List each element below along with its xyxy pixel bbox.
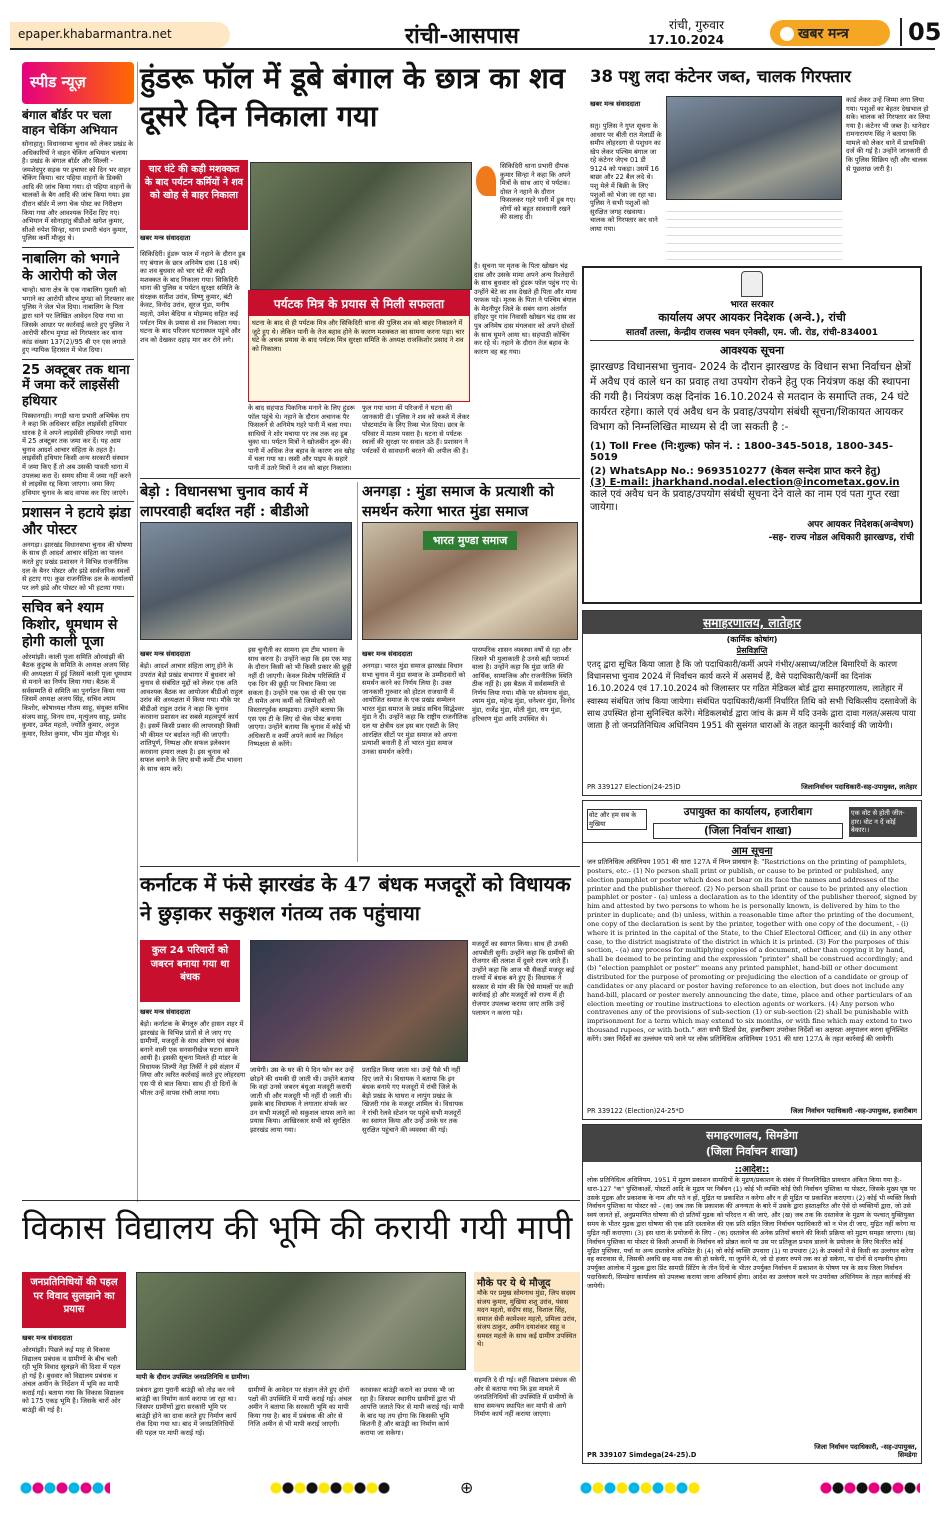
emblem-icon bbox=[741, 271, 763, 297]
vikas-body-3: ग्रामीणों के आवेदन पर संज्ञान लेते हुए दोनों पक्षों की उपस्थिति में मापी कराई गई। अंचल अमीन ने बताया कि सरकारी भूमि का मापी किया गया है। बाद में प्रबंधक की ओर से निजि अमीन से भी मापी कराई जाएगी। bbox=[248, 1386, 352, 1429]
bedo-photo bbox=[140, 522, 352, 640]
section-divider bbox=[140, 478, 580, 479]
vikas-body: ओरमांझी। पिछले कई माह से विकास विद्यालय प्रबंधक व ग्रामीणों के बीच चली रही भूमि विवाद सुलझने की दिशा में पहल हो गई है। बुधवार को विद्यालय प्रबंधक व अंचल अमीन के निर्देशन में भूमि का मापी कराई गई। बताया गया कि विकास विद्यालय को 175 एकड़ भूमि है। जिसके चारों ओर बाउंड्री की गई है। bbox=[22, 1346, 124, 1414]
simdega-order: ::आदेश:: bbox=[734, 1165, 770, 1175]
bedo-body: बेड़ो। आदर्श आचार संहिता लागू होने के उपरांत बेड़ो प्रखंड सभागार में बुधवार को चुनाव से संबंधित मुद्दों को लेकर एक अति आवश्यक बैठक का आयोजन बीडीओ राहुल उरांव की अध्यक्षता में किया गया। मौके पर बीडीओ राहुल उरांव ने कहा कि चुनाव करवाना प्रशासन का सबसे महत्वपूर्ण कार्य है। इसमें किसी प्रकार की लापरवाही किसी भी कीमत पर बर्दाश्त नहीं की जाएगी। शांतिपूर्ण, निष्पक्ष और सफल इलेक्शन करवाना हमारा लक्ष्य है। इस चुनाव को सफल बनाने के लिए सभी कर्मी टीम भावना के साथ काम करें। bbox=[140, 662, 243, 773]
cattle-headline: 38 पशु लदा कंटेनर जब्त, चालक गिरफ्तार bbox=[590, 67, 851, 86]
lead-deck: चार घंटे की कड़ी मशक्कत के बाद पर्यटन कर्मियों ने शव को खोह से बाहर निकाला bbox=[140, 160, 248, 230]
simdega-title: समाहरणालय, सिमडेगा bbox=[583, 1125, 921, 1144]
lead-body-col4: है। सूचना पर मृतक के पिता खोखन चंद्र दास और उसके मामा अपने अन्य रिश्तेदारों के साथ बुधवार को हुंडरू फॉल पहुंच गए थे। उन्होंने बेटे का शव देखते ही पिता और मामा फफक पड़े। मृतक के पिता ने पश्चिम बंगाल के मेदनीपुर जिले के सबंग थाना अंतर्गत हरिहर पुर गांव निवासी खोखन चंद्र दास का पुत्र अनिमेष दास मंगलवार को अपने दोस्तों के साथ घूमने आया था। सहपाठी कोचिंग कर रहे थे। नहाने के दौरान तेज बहाव के कारण वह बह गया। bbox=[474, 262, 578, 356]
brand-logo-icon bbox=[780, 27, 794, 41]
tax-address: सातवाँ तल्ला, केन्द्रीय राजस्व भवन एनेक्सी, एम. जी. रोड, रांची-834001 bbox=[590, 325, 914, 341]
latehar-pr: PR 339127 Election(24-25)D bbox=[587, 783, 681, 792]
latehar-sub: (कार्मिक कोषांग) bbox=[726, 635, 778, 644]
column-divider bbox=[357, 482, 358, 862]
vikas-headline: विकास विद्यालय की भूमि की करायी गयी मापी bbox=[22, 1208, 573, 1247]
cattle-byline: खबर मन्त्र संवाददाता bbox=[590, 100, 641, 108]
left-column bbox=[22, 62, 134, 1462]
hazaribagh-notice-title: आम सूचना bbox=[731, 846, 773, 857]
cmyk-dots-left bbox=[20, 1482, 110, 1494]
news-body: चान्हो। थाना क्षेत्र के एक नाबालिग युवती को भगाने का आरोपी सौरभ मुण्डा को गिरफ्तार कर पुलिस ने जेल भेज दिया। नाबालिग के पिता द्वारा थाने पर लिखित आवेदन दिया गया था जिसके आधार पर कार्रवाई करते हुए पुलिस ने आरोपी सौरभ मुण्डा को गिरफ्तार कर थाना कांड संख्या 137(2)/95 बी एन एस लगाते हुए न्यायिक हिरासत में भेज दिया। bbox=[22, 286, 134, 355]
vikas-body-5: सहमति दे दी गई। वहीं विद्यालय प्रबंधक की ओर से बताया गया कि इस मामले में जनप्रतिनिधियों की उपस्थिति में ग्रामीणों के साथ समन्वय स्थापित कर मापी से आगे निर्माण कार्य नहीं कराया जाएगा। bbox=[474, 1376, 577, 1419]
latehar-body: एतद् द्वारा सूचित किया जाता है कि जो पदाधिकारी/कर्मी अपने गंभीर/असाध्य/जटिल बिमारियों के कारण विधानसभा चुनाव 2024 में निर्वाचन कार्य करने में असमर्थ हैं, वैसे पदाधिकारी/कर्मी का दिनांक 16.10.2024 एवं 17.10.2024 को जिलास्तर पर गठित मेडिकल बोर्ड द्वारा समाहरणालय, लातेहार में स्वास्थ्य संबंधित जांच किया जायेगा। संबंधित पदाधिकारी/कर्मी निर्धारित तिथि को सभी चिकित्सीय दस्तावेजों के साथ उपस्थित होना सुनिश्चित करेंगे। मेडिकलबोर्ड द्वारा जांच के क्रम में यदि उनके द्वारा दावा गलत/असत्य पाया जाता है तो जनप्रतिनिधित्व अधिनियम 1951 की सुसंगत धाराओं के तहत कानूनी कार्रवाई की जायेगी। bbox=[587, 659, 917, 730]
karnataka-byline: खबर मन्त्र संवाददाता bbox=[140, 1008, 191, 1016]
news-title: सचिव बने श्याम किशोर, धूमधाम से होगी काली पूजा bbox=[22, 596, 134, 650]
cattle-body-2: कार्ड लेकर उन्हें जिम्मा लगा लिया गया। पशुओं का बेहतर देखभाल हो सके। चालक को गिरफ्तार कर लिया गया है। कंटेनर भी जब्त है। थानेदार रामनारायण सिंह ने बताया कि मामले को लेकर थाने में प्राथमिकी दर्ज की गई है। उन्होंने जानकारी दी कि पुलिस सिक्रिय रही और चालक से पूछताछ जारी है। bbox=[846, 96, 930, 173]
news-body: सोनाहातु। विधानसभा चुनाव को लेकर प्रखंड के अधिकारियों ने वाहन चेकिंग अभियान चलाया है। प्रखंड के बंगाल बॉर्डर और सिल्ली - जमशेदपुर सड़क पर इचाघर को दिन भर वाहन चेकिंग किया। चार पहिया वाहनों के डिक्की आदि की जांच किया गया। दो पहिया वाहनों के चालकों के बैग आदि की जांच किया गया। इस दौरान बॉर्डर में लगा चेक पोस्ट का निरीक्षण किया गया और आवश्यक निर्देश दिए गए। अभियान में सोनाहातु बीडीओ खगेश कुमार, सीओ रुपेश सिन्हा, थाना प्रभारी चंदन कुमार, पुलिस कर्मी मौजूद थे। bbox=[22, 140, 134, 243]
vikas-byline: खबर मन्त्र संवाददाता bbox=[22, 1334, 73, 1342]
vikas-photo bbox=[136, 1272, 466, 1370]
hazaribagh-right-slogan: एक वोट से होती जीत-हार। वोट न दें कोई बेकार।। bbox=[849, 807, 917, 837]
hazaribagh-notice bbox=[582, 800, 922, 1120]
munda-headline: अनगड़ा : मुंडा समाज के प्रत्याशी को समर्थन करेगा भारत मुंडा समाज bbox=[362, 483, 554, 520]
news-body: पिस्कानगड़ी। नगड़ी थाना प्रभारी अभिषेक राय ने कहा कि अधिकार सहित लाइसेंसी हथियार धारक है वे अपने लाइसेंसी हथियार नगड़ी थाना में 25 अक्टूबर तक जमा कर दें। यह आम चुनाव आदर्श आचार संहिता के तहत है। लाइसेंसी हथियार किसी अन्य सरकारी संस्थान में जमा किए हैं तो अब उसकी पावती थाना में उपलब्ध करा दें। समय सीमा में जमा नहीं करने से लाइसेंस रद्द किया जाएगा। जमा किए हथियार चुनाव के बाद वापस कर दिए जाएंगे। bbox=[22, 411, 132, 497]
latehar-signature: जिलानिर्वाचन पदाधिकारी-सह-उपायुक्त, लातेहार bbox=[801, 783, 917, 792]
karnataka-body-4: मजदूरों का स्वागत किया। साथ ही उनकी आपबीती सुनीं। उन्होंने कहा कि ग्रामीणों की रोजगार की तलाश में दूसरे राज्य जाते हैं। उन्होंने कहा कि आज भी सैकड़ों मजदूर कई राज्यों में बंधक बने हुए हैं। विधायक ने सरकार से मांग की कि ऐसे मामलों पर कड़ी कार्रवाई हो और मजदूरों को राज्य में ही रोजगार उपलब्ध कराया जाए ताकि उन्हें पलायन न करना पड़े। bbox=[472, 940, 575, 1017]
lead-quote: सिकिदिरी थाना प्रभारी दीपक कुमार सिन्हा ने कहा कि अपने मित्रों के साथ आए थे पर्यटक। दोस्त ने नहाने के दौरान फिसलकर गहरे पानी में डूब गए। लोगों को बहुत सावधानी रखने की सलाह दी। bbox=[500, 162, 576, 222]
vikas-body-2: प्रबंधन द्वारा पुरानी बाउंड्री को तोड़ कर नये बाउंड्री का निर्माण कार्य कराया जा रहा था। जिसपर ग्रामीणों द्वारा सरकारी भूमि पर बाउंड्री होने का दावा करते हुए निर्माण कार्य रोक दिया गया था। बाद में जनप्रतिनिधियों की पहल पर मापी कराई गई। bbox=[136, 1386, 237, 1437]
lead-body-col3: फुल गया थाना में परिजनों ने घटना की जानकारी दी। पुलिस ने शव को कब्जे में लेकर पोस्टमार्टम के लिए रिम्स भेज दिया। छात्र के परिवार में मातम पसरा है। घटना से पर्यटक स्थलों की सुरक्षा पर सवाल उठे हैं। प्रशासन ने पर्यटकों से सावधानी बरतने की अपील की है। bbox=[362, 404, 470, 455]
tax-notice bbox=[582, 266, 922, 604]
hazaribagh-title-2: (जिला निर्वाचन शाखा) bbox=[653, 823, 843, 839]
hazaribagh-title: उपायुक्त का कार्यालय, हजारीबाग bbox=[683, 806, 813, 818]
cmyk-dots-mid bbox=[270, 1482, 390, 1494]
site-url[interactable]: epaper.khabarmantra.net bbox=[10, 22, 230, 48]
simdega-pr: PR 339107 Simdega(24-25).D bbox=[587, 1451, 697, 1460]
bedo-byline: खबर मन्त्र संवाददाता bbox=[140, 650, 191, 658]
bedo-headline: बेड़ो : विधानसभा चुनाव कार्य में लापरवाही बर्दाश्त नहीं : बीडीओ bbox=[140, 483, 309, 520]
column-divider bbox=[137, 62, 138, 1202]
lead-headline: हुंडरू फॉल में डूबे बंगाल के छात्र का शव दूसरे दिन निकाला गया bbox=[140, 61, 565, 133]
vikas-deck: जनप्रतिनिधियों की पहल पर विवाद सुलझाने का प्रयास bbox=[22, 1272, 126, 1328]
dateline: रांची, गुरुवार 17.10.2024 bbox=[648, 18, 724, 47]
news-title: बंगाल बॉर्डर पर चला वाहन चेकिंग अभियान bbox=[22, 108, 118, 137]
bedo-body-2: इस चुनौती का सामना हम टीम भावना के साथ करना है। उन्होंने कहा कि इस एक माह के दौरान किसी को भी किसी प्रकार की छुट्टी नहीं दी जाएगी। केवल विशेष परिस्थिति में एक दिन की छुट्टी पर विचार किया जा सकता है। उन्होंने एक एक दो की एस एस टी समेत अन्य कर्मी को जिम्मेदारी को विस्तारपूर्वक समझाया। उन्होंने बताया कि एस एस टी के लिए दो चेक पोस्ट बनाया जाएगा। उन्होंने बताया कि चुनाव में कोई भी अधिकारी व कर्मी अपने कार्य का निर्वहन निष्पक्षता से करेंगे। bbox=[248, 646, 352, 749]
latehar-title: समाहरणालय, लातेहार bbox=[583, 611, 921, 634]
news-body: ओरमांझी। काली पूजा समिति ओरमांझी की बैठक कुटुम्ब के समिति के अध्यक्ष अजय सिंह की अध्यक्षता में हुई जिसमें काली पूजा धूमधाम से मनाने का निर्णय लिया गया। बैठक में सर्वसम्मति से समिति का पुनर्गठन किया गया जिसमें अध्यक्ष अजय सिंह, सचिव श्याम किशोर, कोषाध्यक्ष गौतम साहू, संयुक्त सचिव संजय साहू, विनय राम, मृत्युंजय साहू, प्रमोद कुमार, उमेश महतो, ज्योति कुमार, अनुज कुमार, रितेश कुमार, भीम मुंडा मौजूद थे। bbox=[22, 652, 132, 738]
latehar-notice bbox=[582, 610, 922, 796]
karnataka-body-2: जायेगी। उस के घर की ये दिन फोन कर उन्हें छोड़ने की धमकी दी जाती थी। उन्होंने बताया कि वहां उनसे जबरन बंधुआ मजदूरी करायी जाती थी और मजदूरी भी नहीं दी जाती थी। इसके बाद विधायक ने लगातार संपर्क कर उन सभी मजदूरों को सकुशल वापस लाने का प्रयास किया। आखिरकार सभी को सुरक्षित झारखंड लाया गया। bbox=[250, 1066, 355, 1134]
lead-body-col1: सिकिदिरी। हुंडरू फाल में नहाने के दौरान डूब गए बंगाल के छात्र अनिमेष दास (18 वर्ष) का शव बुधवार को चार घंटे की कड़ी मशक्कत के बाद निकाला गया। सिकिदिरी थाना की पुलिस व पर्यटन सुरक्षा समिति के संरक्षक सतीश उरांव, विष्णु कुमार, बंटी केवट, विनोद उरांव, सूरज मुंडा, मनीष महतो, उमेश बेदिया व मोहम्मद सहित कई पर्यटन मित्र के प्रयास से शव निकाला गया। घटना के बाद परिजन घटनास्थल पहुंचे और शव को देखकर दहाड़ मार कर रोने लगे। bbox=[140, 250, 246, 344]
cattle-filler bbox=[666, 204, 842, 262]
tax-body: झारखण्ड विधानसभा चुनाव- 2024 के दौरान झारखण्ड के विधान सभा निर्वाचन क्षेत्रों में अवैध एवं काले धन का प्रवाह तथा उपयोग रोकने हेतु एक नियंत्रण कक्ष की स्थापना की गयी है। नियंत्रण कक्ष दिनांक 16.10.2024 से मतदान के समाप्ति तक, 24 घंटे कार्यरत रहेगा। काले एवं अवैध धन के प्रवाह/उपयोग संबंधी सूचना/शिकायत आयकर विभाग को निम्नलिखित माध्यम से दी जा सकती है :- bbox=[590, 361, 911, 433]
cattle-body: सतु। पुलिस ने गुप्त सूचना के आधार पर बीती रात मेलार्डी के समीप लोहरदगा से पशुधन का खेप लेकर पश्चिम बंगाल जा रहे कंटेनर जेएच 01 डी 9124 को पकड़ा। उसमें 16 बाछा और 22 बैल लदे थे। पशु मेले में बिक्री के लिए पशुओं को भेजा जा रहा था। पुलिस ने सभी पशुओं को सुरक्षित जगह रखवाया। चालक को गिरफ्तार कर थाने लाया गया। bbox=[590, 122, 662, 233]
vikas-body-4: करवाकर बाउंड्री कराने का प्रयास भी जा रहा है। जिसपर स्थानीय ग्रामीणों द्वारा भी आपत्ति जताते फिर से मापी कराई गई। मापी के बाद यह तय होगा कि किसकी भूमि कितनी है और बाउंड्री का निर्माण कार्य कराया जा सकेगा। bbox=[360, 1386, 464, 1437]
hazaribagh-pr: PR 339122 (Election)24-25*D bbox=[587, 1107, 684, 1116]
karnataka-photo bbox=[250, 940, 468, 1062]
tax-office: कार्यालय अपर आयकर निदेशक (अन्वे.), रांची bbox=[658, 311, 846, 324]
vikas-caption: मापी के दौरान उपस्थित जनप्रतिनिधि व ग्रामीण। bbox=[136, 1373, 250, 1381]
karnataka-headline: कर्नाटक में फंसे झारखंड के 47 बंधक मजदूरों को विधायक ने छुड़ाकर सकुशल गंतव्य तक पहुंचाया bbox=[140, 872, 571, 925]
cattle-photo bbox=[666, 96, 842, 200]
speed-news-logo: स्पीड न्यूज़ bbox=[22, 62, 134, 104]
karnataka-body-3: प्रताड़ित किया जाता था। उन्हें पैसे भी नहीं दिए जाते थे। विधायक ने बताया कि इन बंधक बनाये गए मजदूरों में रांची जिले के बेड़ो प्रखंड के घाघरा व लापुंग प्रखंड के खिजरी गांव के मजदूर शामिल थे। विधायक ने रांची रेलवे स्टेशन पर पहुंचे सभी मजदूरों का स्वागत किया और उन्हें उनके घर तक सुरक्षित पहुंचाने की व्यवस्था की गई। bbox=[362, 1066, 464, 1134]
hazaribagh-header bbox=[583, 801, 921, 843]
munda-banner: भारत मुण्डा समाज bbox=[423, 531, 517, 550]
hazaribagh-left-slogan: वोट और हम सब के मुखिया bbox=[587, 809, 647, 830]
tax-note: काले एवं अवैध धन के प्रवाह/उपयोग संबंधी सूचना देने वाले का नाम एवं पता गुप्त रखा जायेगा। bbox=[590, 488, 900, 514]
print-registration-bar bbox=[20, 1478, 925, 1498]
lead-photo bbox=[250, 162, 472, 290]
news-body: अनगड़ा। झारखंड विधानसभा चुनाव की घोषणा के साथ ही आदर्श आचार संहिता का पालन करते हुए प्रखंड प्रशासन ने विभिन्न राजनीतिक दल के बैनर पोस्टर और झंडे सार्वजनिक स्थलों से हटाए गए। कुछ राजनीतिक दल के कार्यालयों पर लगे झंडे और पोस्टर को भी हटाया गया। bbox=[22, 540, 134, 592]
section-divider bbox=[22, 1200, 580, 1201]
tax-signature-2: -सह- राज्य नोडल अधिकारी झारखण्ड, रांची bbox=[768, 532, 914, 543]
lead-banner: पर्यटक मित्र के प्रयास से मिली सफलता bbox=[249, 291, 469, 316]
hazaribagh-signature: जिला निर्वाचन पदाधिकारी -सह-उपायुक्त, हजारीबाग bbox=[790, 1107, 917, 1116]
munda-photo bbox=[362, 522, 578, 640]
cmyk-dots-right bbox=[580, 1482, 700, 1494]
lead-body-col2: के बाद सहपाठ पिकनिक मनाने के लिए हुंडरू फॉल पहुंचे थे। नहाने के दौरान अचानक पैर फिसलने से अनिमेष गहरे पानी में चला गया। साथियों ने शोर मचाया पर तब तक वह डूब चुका था। पर्यटन मित्रों ने खोजबीन शुरू की। पानी में अधिक तेज बहाव के कारण शव खोह में चला गया था। रस्सी और पाइप के सहारे पानी में उतरे मित्रों ने शव को बाहर निकाला। bbox=[248, 404, 355, 472]
tax-contact-email[interactable]: (3) E-mail: jharkhand.nodal.election@incometax.gov.in bbox=[590, 476, 900, 488]
news-title: 25 अक्टूबर तक थाना में जमा करें लाइसेंसी हथियार bbox=[22, 359, 134, 410]
tax-contact-phone[interactable]: (1) Toll Free (नि:शुल्क) फोन नं. : 1800-345-5018, 1800-345-5019 bbox=[590, 440, 893, 463]
munda-byline: खबर मन्त्र संवाददाता bbox=[362, 650, 413, 658]
news-title: नाबालिग को भगाने के आरोपी को जेल bbox=[22, 247, 134, 285]
vikas-spot-box bbox=[474, 1272, 580, 1372]
tax-title: आवश्यक सूचना bbox=[719, 344, 785, 357]
lead-banner-box bbox=[248, 290, 470, 402]
simdega-notice bbox=[582, 1124, 922, 1464]
tax-contact-whatsapp[interactable]: (2) WhatsApp No.: 9693510277 (केवल सन्देश प्राप्त करने हेतु) bbox=[590, 465, 881, 477]
latehar-sub2: प्रेसविज्ञप्ति bbox=[736, 646, 768, 655]
simdega-title-2: (जिला निर्वाचन शाखा) bbox=[583, 1144, 921, 1162]
tax-signature: अपर आयकर निदेशक(अन्वेषण) bbox=[807, 519, 914, 530]
munda-body: अनगड़ा। भारत मुंडा समाज झारखंड विधान सभा चुनाव में मुंडा समाज के उम्मीदवारों को समर्थन करने का निर्णय लिया है। उक्त जानकारी गुरुवार को होटल राजधानी में आयोजित समाज के एक प्रखंड सम्मेलन भारत मुंडा समाज के प्रखंड सचिव सिद्धेश्वर मुंडा ने दी। उन्होंने कहा कि राष्ट्रीय राजनीतिक दल या क्षेत्रीय दल इस बार एसटी के लिए आरक्षित सीटों पर मुंडा समाज को अपना प्रत्याशी बनाती है तो भारत मुंडा समाज उनका समर्थन करेगी। bbox=[362, 662, 468, 756]
section-title: रांची-आसपास bbox=[405, 24, 519, 49]
munda-body-2: पारम्परिक शासन व्यवस्था वर्षों से रहा और जिसने भी मुलाकाती है उनसे बड़ी परामर्श वाला है। उन्होंने कहा कि मुंडा जाति की आर्थिक, सामाजिक और राजनीतिक स्थिति ठीक नहीं है। इस बैठक में सर्वसम्मति से निर्णय लिया गया। मौके पर सोमनाथ मुंडा, श्याम मुंडा, महेन्द्र मुंडा, धनेश्वर मुंडा, विनोद मुंडा, राजेंद्र मुंडा, मोती मुंडा, राम मुंडा, हरिचरण मुंडा आदि उपस्थित थे। bbox=[472, 646, 575, 723]
brand-badge: खबर मन्त्र bbox=[770, 20, 890, 46]
lead-banner-text: घटना के बाद से ही पर्यटक मित्र और सिकिदिरी थाना की पुलिस शव को बाहर निकालने में जुटे हुए थे। लेकिन पानी के तेज बहाव होने के कारण मशक्कत का सामना करना पड़ा। चार घंटे के अथक प्रयास के बाद पर्यटक मित्र सुरक्षा समिति के अध्यक्ष राजकिशोर प्रसाद ने शव को निकाला। bbox=[252, 319, 465, 353]
section-divider bbox=[140, 866, 580, 867]
page-header bbox=[10, 10, 942, 50]
lead-byline: खबर मन्त्र संवाददाता bbox=[140, 234, 191, 242]
karnataka-body: बेड़ो। कर्नाटक के बेंगलुरु और हासन शहर में झारखंड के विभिन्न प्रांतों से ले जाए गए ग्रामीणों, मजदूरों के साथ शोषण एवं बंधक बनाने वाली एक सनसनीखेज घटना सामने आयी है। इसकी सूचना मिलते ही मांडर के विधायक शिल्पी नेहा तिर्की ने इसे संज्ञान में लिया और त्वरित कार्रवाई करते हुए लोहरदगा एस पी से बात किया। साथ ही दो दिनों के भीतर उन्हें वापस रांची लाया गया। bbox=[140, 1020, 246, 1097]
registration-mark-icon: ⊕ bbox=[460, 1478, 474, 1497]
vikas-spot-text: मौके पर प्रमुख सोमनाथ मुंडा, जिप सदस्य संजय कुमार, मुखिया शशु उरांव, पंसस मदन महतो, संदीप साह, विशाल सिंह, समाज सेवी कामेश्वर महतो, प्रमिला उरांव, संजय ठाकुर, अमीन दयाशंकर साहू व समस्त महतो के साथ कई ग्रामीण उपस्थित थे। bbox=[477, 1289, 577, 1349]
cmyk-dots-end bbox=[820, 1482, 920, 1494]
simdega-signature: जिला निर्वाचन पदाधिकारी, -सह-उपायुक्त, सिमडेगा bbox=[814, 1442, 917, 1460]
tax-gov: भारत सरकार bbox=[730, 300, 774, 310]
simdega-body: लोक प्रतिनिधित्व अधिनियम, 1951 में मुद्रण प्रकाशन सामग्रियों के मुद्रण/प्रकाशन के संबंध में निम्नलिखित प्रावधान अंकित किया गया है:- धारा-127 "क" पुस्तिकाओं, पोस्टरों आदि के मुद्रण पर निर्बंधन (1) कोई भी व्यक्ति कोई ऐसी निर्वाचन पुस्तिका या पोस्टर, जिसके मुख्य पृष्ठ पर उसके मुद्रक और प्रकाशक के नाम और पते न हों, मुद्रित या प्रकाशित न करेगा और न ही मुद्रित या प्रकाशित कराएगा। (2) कोई भी व्यक्ति किसी निर्वाचन पुस्तिका या पोस्टर को - (क) जब तक कि प्रकाशक की अनन्यता के बारे में उसके द्वारा हस्ताक्षरित और ऐसे दो व्यक्तियों द्वारा, जो उसे स्वयं जानते हों, अनुप्रमाणित घोषणा की दो प्रतियाँ मुद्रक को परिदत्त न की जाएं, और (ख) जब तक कि दस्तावेज के मुद्रण के पश्चात् युक्तियुक्त समय के भीतर मुद्रक द्वारा घोषणा की एक प्रति दस्तावेज की एक प्रति सहित जिला निर्वाचन पदाधिकारी को न भेज दी जाए, मुद्रित नहीं करेगा या मुद्रित नहीं कराएगा। (3) इस धारा के प्रयोजनों के लिए - (क) दस्तावेज की अनेक प्रतियाँ बनाने की किसी प्रक्रिया को मुद्रण समझा जाएगा। (ख) निर्वाचन पुस्तिका या पोस्टर से किसी अभ्यर्थी के निर्वाचन को प्रोन्नत करने या उस पर प्रतिकूल प्रभाव डालने के प्रयोजन के लिए वितरित कोई मुद्रित पुस्तिका, पर्चा या अन्य दस्तावेज अभिप्रेत है। (4) जो कोई व्यक्ति उपधारा (1) या उपधारा (2) के उपबंधों में से किसी का उल्लंघन करेगा वह कारावास से, जिसकी अवधि छह मास तक की हो सकेगी, या जुर्माने से, जो दो हजार रुपये तक का हो सकेगा, या दोनों से दण्डनीय होगा। उपर्युक्त आलोक में मुद्रक द्वारा प्रिंट सामग्री प्रिंटिंग के तीन दिनों के भीतर उपर्युक्त निर्वाचन में प्रकाशन के पोषण पत्र के साथ जिला निर्वाचन पदाधिकारी, सिमडेगा कार्यालय को उपलब्ध कराया जाना अनिवार्य होगा। आदेश का उल्लंघन करने पर उपरोक्त अधिनियम के तहत कार्रवाई की जायेगी। bbox=[587, 1176, 917, 1290]
hazaribagh-body: जन प्रतिनिधित्व अधिनियम 1951 की धारा 127A में निम्न प्रावधान है: "Restrictions on the printing of pamphlets, posters, etc.- (1) No person shall print or publish, or cause to be printed or published, any election pamphlet or poster which does not bear on its face the names and addresses of the printer and the publisher thereof. (2) No person shall print or cause to be printed any election pamphlet or poster - (a) unless a declaration as to the identity of the publisher thereof, signed by him and attested by two persons to whom he is personally known, is delivered by him to the printer in duplicate; and (b) unless, within a reasonable time after the printing of the document, one copy of the declaration is sent by the printer, together with one copy of the document, - (i) where it is printed in the capital of the State, to the Chief Electoral Officer, and (ii) in any other case, to the district magistrate of the district in which it is printed. (3) For the purposes of this section, - (a) any process for multiplying copies of a document, other than copying it by hand, shall be deemed to be printing and the expression "printer" shall be construed accordingly; and (b) "election pamphlet or poster" means any printed pamphlet, hand-bill or other document distributed for the purpose of promoting or prejudicing the election of a candidate or group of candidates or any placard or poster having reference to an election, but does not include any hand-bill, placard or poster merely announcing the date, time, place and other particulars of an election meeting or routine instructions to election agents or workers. (4) Any person who contravenes any of the provisions of sub-section (1) or sub-section (2) shall be punishable with imprisonment for a term which may extend to six months, or with fine which may extend to two thousand rupees, or with both." अतः सभी प्रिंटर्स प्रेस, हजारीबाग उपरोक्त निर्देशों का अक्षरशः अनुपालन करना सुनिश्चित करेंगे। उक्त निर्देशों का उल्लंघन पाये जाने पर लोक प्रतिनिधित्व अधिनियम 1951 की धारा 127A के तहत कार्रवाई की जायेगी। bbox=[587, 858, 917, 1043]
vikas-spot-title: मौके पर ये थे मौजूद bbox=[477, 1278, 551, 1289]
karnataka-deck: कुल 24 परिवारों को जबरन बनाया गया था बंधक bbox=[140, 940, 240, 1002]
quote-icon bbox=[476, 166, 496, 196]
news-title: प्रशासन ने हटाये झंडा और पोस्टर bbox=[22, 501, 134, 539]
page-number: 05 bbox=[900, 18, 941, 46]
